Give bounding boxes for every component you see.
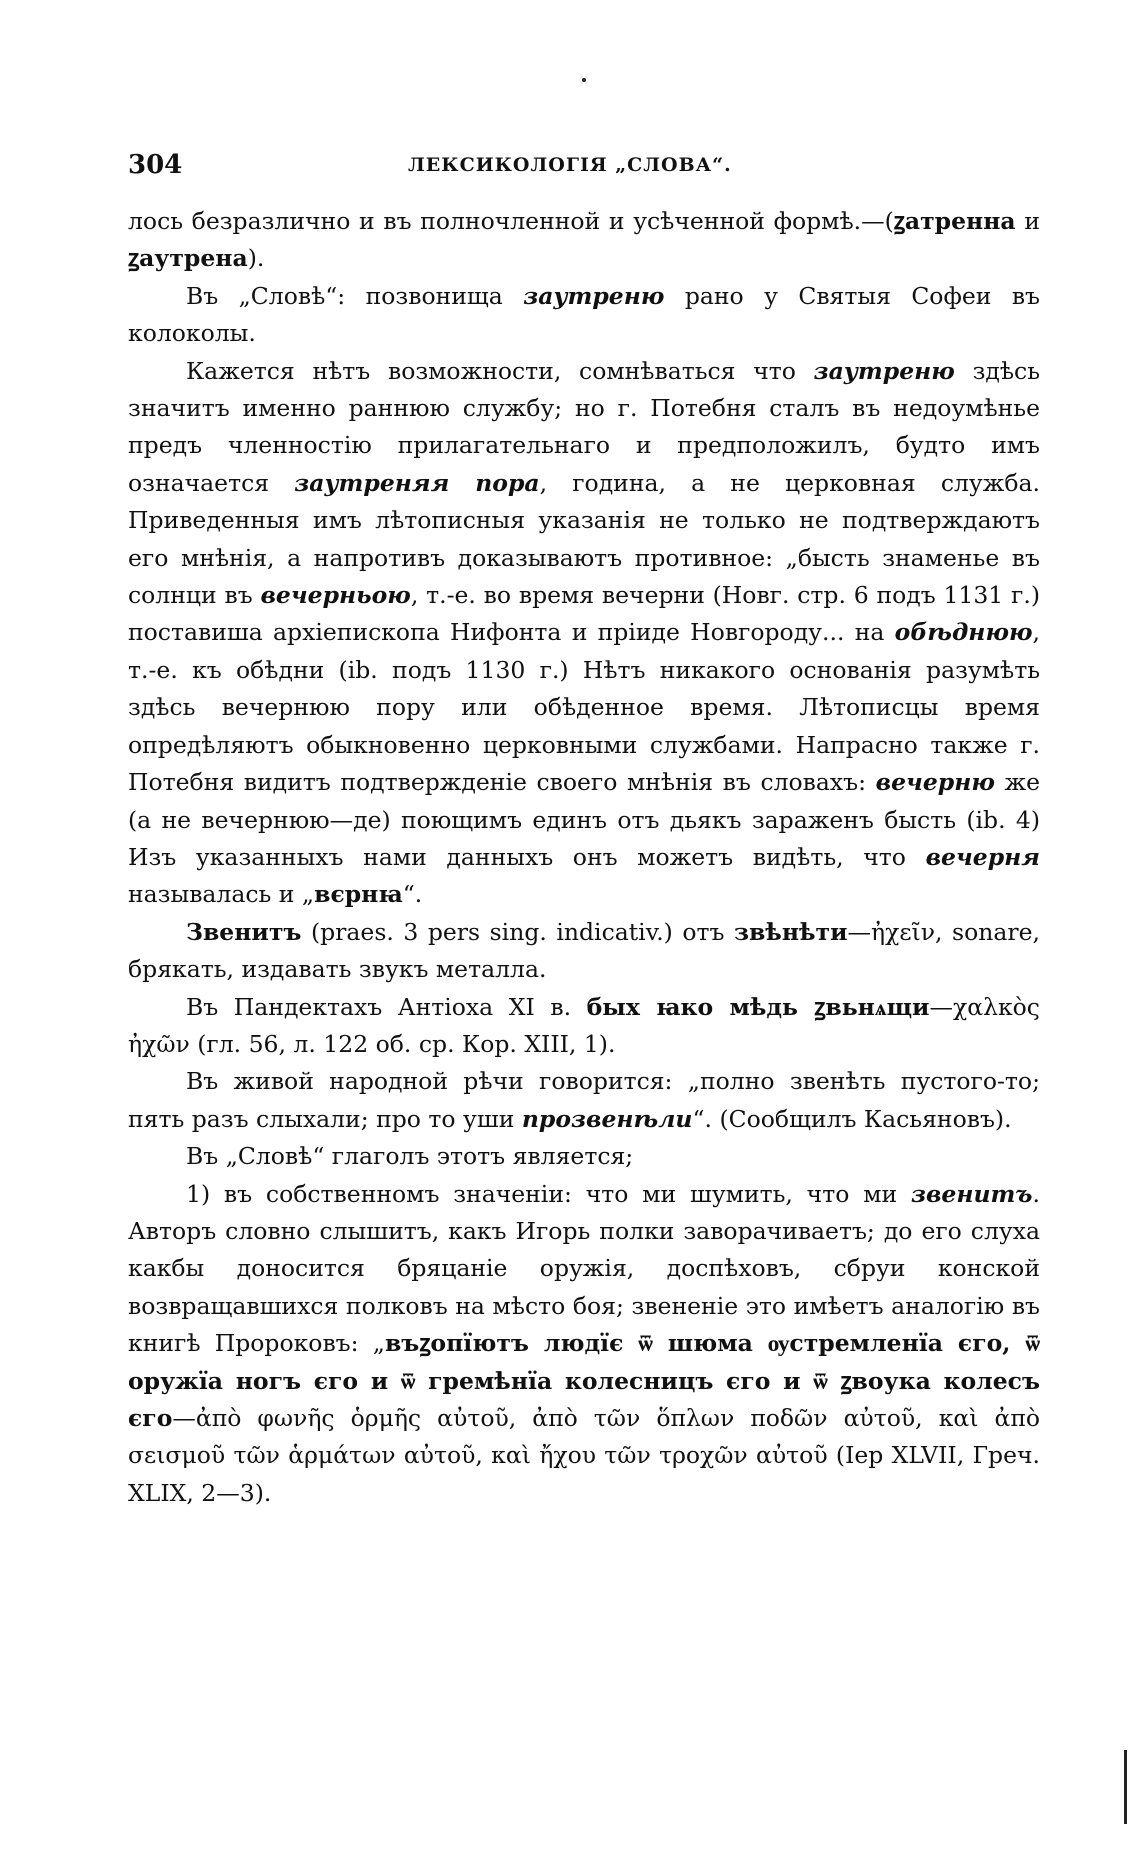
text-run: —ἠχεῖν, sonare, брякать, издавать звукъ металла. — [128, 917, 1040, 984]
emphasized-word: вечерня — [925, 842, 1040, 871]
emphasized-word: заутреняя пора — [294, 468, 540, 497]
text-run: —ἀπὸ φωνῆς ὁρμῆς αὐτοῦ, ἀπὸ τῶν ὅπλων ποδῶν αὐτοῦ, καὶ ἀπὸ σεισμοῦ τῶν ἁρμάτων αὐτοῦ, καὶ ἤχου τῶν τροχῶν αὐτοῦ (Іер XLVII, Греч. XLIX, 2—3). — [128, 1404, 1040, 1507]
text-run: здѣсь значитъ именно раннюю службу; но г. Потебня сталъ въ недоумѣнье предъ членностію прилагательнаго и предположилъ, будто имъ означается — [128, 356, 1040, 497]
emphasized-word: прозвенѣли — [521, 1104, 693, 1133]
text-run: . Авторъ словно слышитъ, какъ Игорь полки заворачиваетъ; до его слуха какбы доносится бряцаніе оружія, доспѣховъ, сбруи конской возвращавшихся полковъ на мѣсто боя; звененіе это имѣетъ аналогію въ книгѣ Пророковъ: „ — [128, 1179, 1040, 1358]
scan-edge-mark — [1124, 1750, 1127, 1824]
paragraph-7 — [128, 1138, 1040, 1175]
emphasized-word: звенитъ — [910, 1179, 1033, 1208]
text-run: Кажется нѣтъ возможности, сомнѣваться что — [186, 356, 814, 385]
text-run: Въ „Словѣ“ глаголъ этотъ является; — [186, 1142, 634, 1171]
emphasized-word: заутреню — [813, 356, 955, 385]
paragraph-5 — [128, 989, 1040, 1064]
text-run: и — [1015, 207, 1040, 235]
paragraph-4 — [128, 914, 1040, 989]
emphasized-word: заутреню — [523, 281, 665, 310]
text-run: Въ Пандектахъ Антіоха XI в. — [186, 992, 587, 1021]
church-slavonic-term: бых ꙗко мѣдь ꙁвьнѧщи — [586, 992, 930, 1021]
text-run: Въ „Словѣ“: позвонища — [186, 281, 524, 310]
text-run: Въ живой народной рѣчи говорится: „полно звенѣть пустого-то; пять разъ слыхали; про то уши — [128, 1067, 1040, 1133]
text-run: называлась и „ — [128, 880, 315, 909]
scan-dot — [582, 78, 586, 82]
emphasized-word: вечерню — [875, 768, 995, 797]
text-run: , т.-е. къ обѣдни (ib. подъ 1130 г.) Нѣтъ никакого основанія разумѣть здѣсь вечернюю пору или обѣденное время. Лѣтописцы время опредѣляютъ обыкновенно церковными службами. Напрасно также г. Потебня видитъ подтвержденіе своего мнѣнія въ словахъ: — [128, 618, 1040, 797]
text-run: —χαλκὸς ἠχῶν (гл. 56, л. 122 об. ср. Кор. XIII, 1). — [128, 992, 1040, 1058]
page-header — [128, 150, 1040, 186]
text-run: “. (Сообщилъ Касьяновъ). — [692, 1104, 1012, 1133]
text-run: же (а не вечернюю—де) поющимъ единъ отъ дьякъ зараженъ бысть (ib. 4) Изъ указанныхъ нами данныхъ онъ можетъ видѣть, что — [128, 768, 1040, 871]
body-text — [128, 203, 1040, 1512]
text-run: , година, а не церковная служба. Приведенныя имъ лѣтописныя указанія не только не подтверждаютъ его мнѣнія, а напротивъ доказываютъ противное: „бысть знаменье въ солнци въ — [128, 468, 1040, 610]
text-run: рано у Святыя Софеи въ колоколы. — [128, 281, 1041, 348]
text-run: 1) въ собственномъ значеніи: что ми шумить, что ми — [186, 1179, 911, 1208]
paragraph-8 — [128, 1176, 1040, 1513]
paragraph-6 — [128, 1063, 1040, 1138]
emphasized-word: обѣднюю — [894, 618, 1033, 647]
paragraph-2 — [128, 278, 1040, 353]
headword: Звенитъ — [186, 917, 302, 946]
text-run: , т.-е. во время вечерни (Новг. стр. 6 подъ 1131 г.) поставиша архіепископа Нифонта и пріиде Новгороду... на — [128, 581, 1040, 647]
paragraph-1 — [128, 203, 1040, 278]
text-run: ). — [247, 244, 265, 273]
church-slavonic-term: звѣнѣти — [733, 917, 848, 946]
paragraph-3 — [128, 353, 1040, 914]
text-run: лось безразлично и въ полночленной и усѣченной формѣ.—( — [128, 207, 894, 235]
text-run: (praes. 3 pers sing. indicativ.) отъ — [301, 917, 734, 946]
emphasized-word: вечерньою — [260, 581, 411, 610]
text-run: “. — [402, 880, 423, 909]
running-title: ЛЕКСИКОЛОГІЯ „СЛОВА“. — [408, 154, 732, 176]
church-slavonic-quote: въꙁопїютъ людїє ѿ шюма ѹстремленїа єго, ѿ оружїа ногъ єго и ѿ гремѣнїа колесницъ єго и ѿ ꙁвоука колесъ єго — [128, 1329, 1040, 1432]
church-slavonic-term: ꙁаутрена — [128, 244, 248, 273]
church-slavonic-term: вєрнꙗ — [314, 880, 403, 909]
church-slavonic-term: ꙁатренна — [893, 207, 1016, 235]
page-number: 304 — [128, 150, 183, 180]
